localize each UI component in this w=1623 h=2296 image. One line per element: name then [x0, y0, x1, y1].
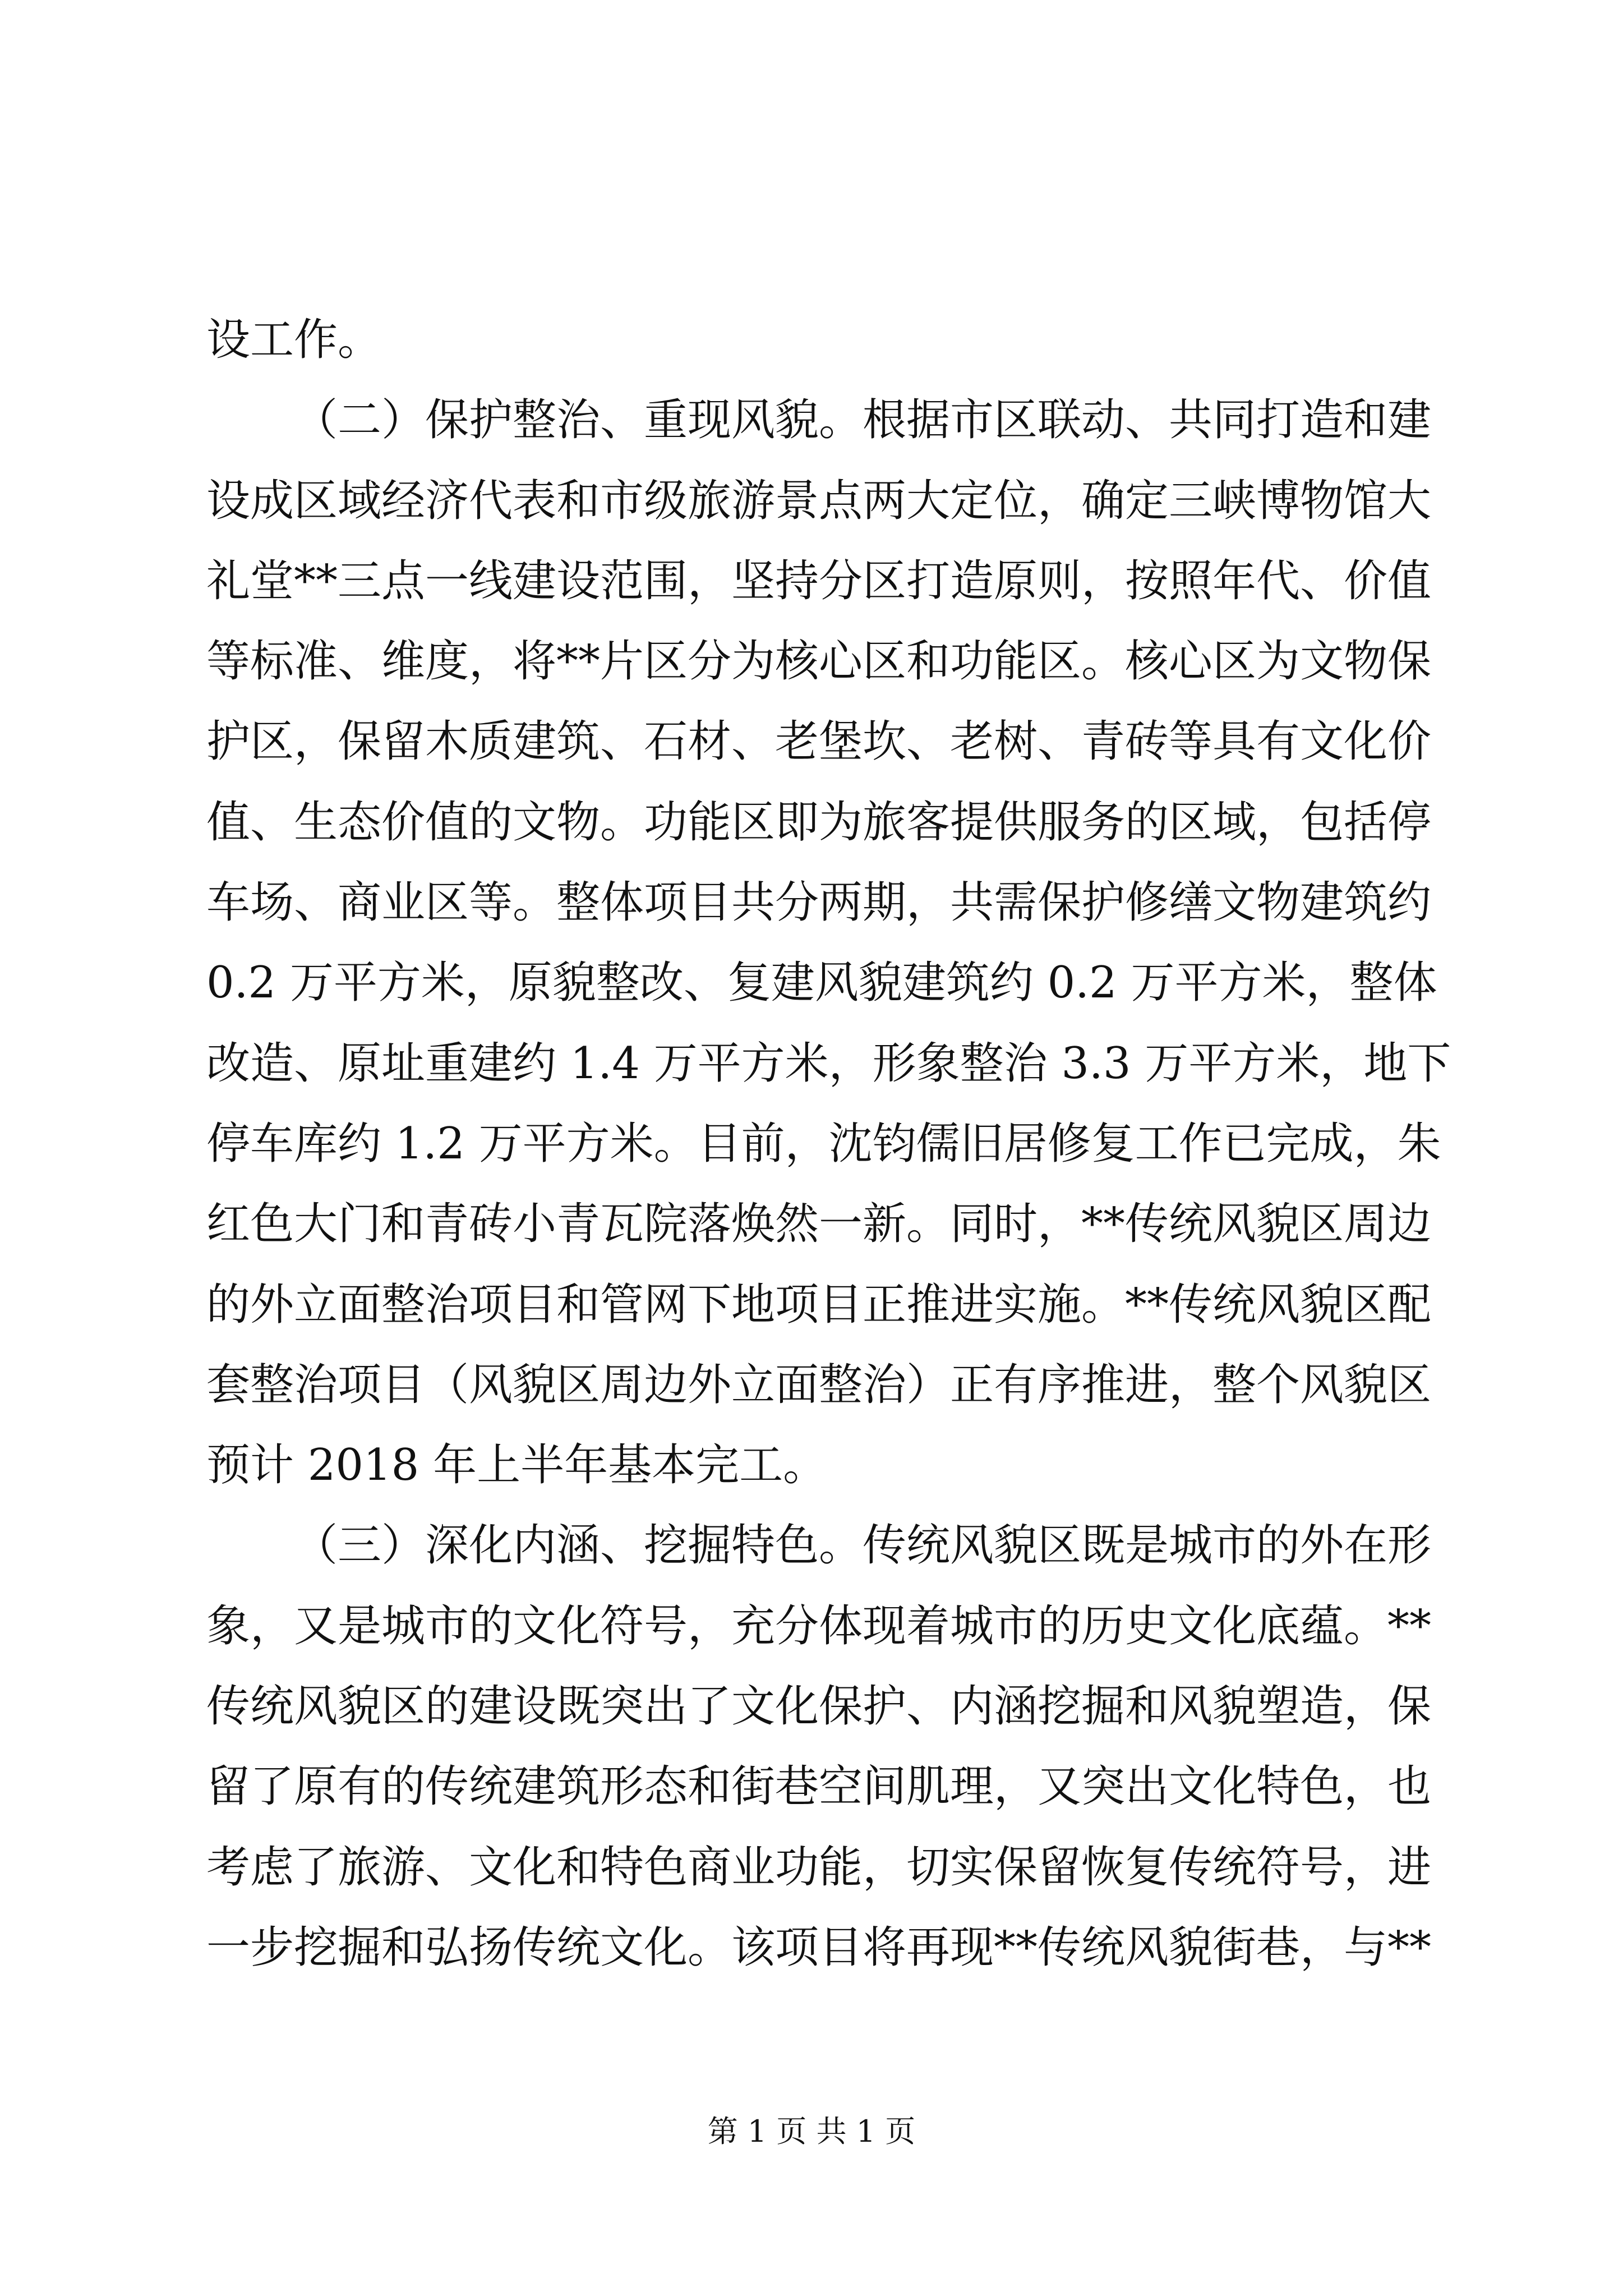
paragraph-heading-line: （三）深化内涵、挖掘特色。传统风貌区既是城市的外在形	[294, 1520, 1432, 1571]
page-number: 第 1 页 共 1 页	[707, 2114, 916, 2149]
text-line: 套整治项目（风貌区周边外立面整治）正有序推进，整个风貌区	[206, 1359, 1432, 1410]
text-line: 一步挖掘和弘扬传统文化。该项目将再现**传统风貌街巷，与**	[206, 1922, 1432, 1973]
text-line: 等标准、维度，将**片区分为核心区和功能区。核心区为文物保	[206, 636, 1432, 687]
text-line: 红色大门和青砖小青瓦院落焕然一新。同时，**传统风貌区周边	[206, 1199, 1432, 1250]
text-line: 考虑了旅游、文化和特色商业功能，切实保留恢复传统符号，进	[206, 1842, 1432, 1893]
document-body	[206, 300, 1451, 1988]
text-line: 礼堂**三点一线建设范围，坚持分区打造原则，按照年代、价值	[206, 555, 1432, 606]
text-line: 值、生态价值的文物。功能区即为旅客提供服务的区域，包括停	[206, 797, 1432, 848]
text-line: 的外立面整治项目和管网下地项目正推进实施。**传统风貌区配	[206, 1279, 1432, 1330]
text-line: 停车库约 1.2 万平方米。目前，沈钧儒旧居修复工作已完成，朱	[206, 1118, 1441, 1169]
paragraph-heading-line: （二）保护整治、重现风貌。根据市区联动、共同打造和建	[294, 395, 1432, 446]
text-line: 护区，保留木质建筑、石材、老堡坎、老树、青砖等具有文化价	[206, 716, 1432, 767]
text-line: 留了原有的传统建筑形态和街巷空间肌理，又突出文化特色，也	[206, 1761, 1432, 1812]
text-line: 预计 2018 年上半年基本完工。	[206, 1440, 827, 1491]
text-line: 传统风貌区的建设既突出了文化保护、内涵挖掘和风貌塑造，保	[206, 1681, 1432, 1732]
text-line: 设工作。	[206, 315, 382, 365]
text-line: 车场、商业区等。整体项目共分两期，共需保护修缮文物建筑约	[206, 877, 1432, 928]
text-line: 0.2 万平方米，原貌整改、复建风貌建筑约 0.2 万平方米，整体	[206, 958, 1437, 1009]
text-line: 象，又是城市的文化符号，充分体现着城市的历史文化底蕴。**	[206, 1600, 1432, 1651]
text-line: 设成区域经济代表和市级旅游景点两大定位，确定三峡博物馆大	[206, 475, 1432, 526]
page-footer	[0, 2109, 1623, 2154]
text-line: 改造、原址重建约 1.4 万平方米，形象整治 3.3 万平方米，地下	[206, 1038, 1451, 1089]
